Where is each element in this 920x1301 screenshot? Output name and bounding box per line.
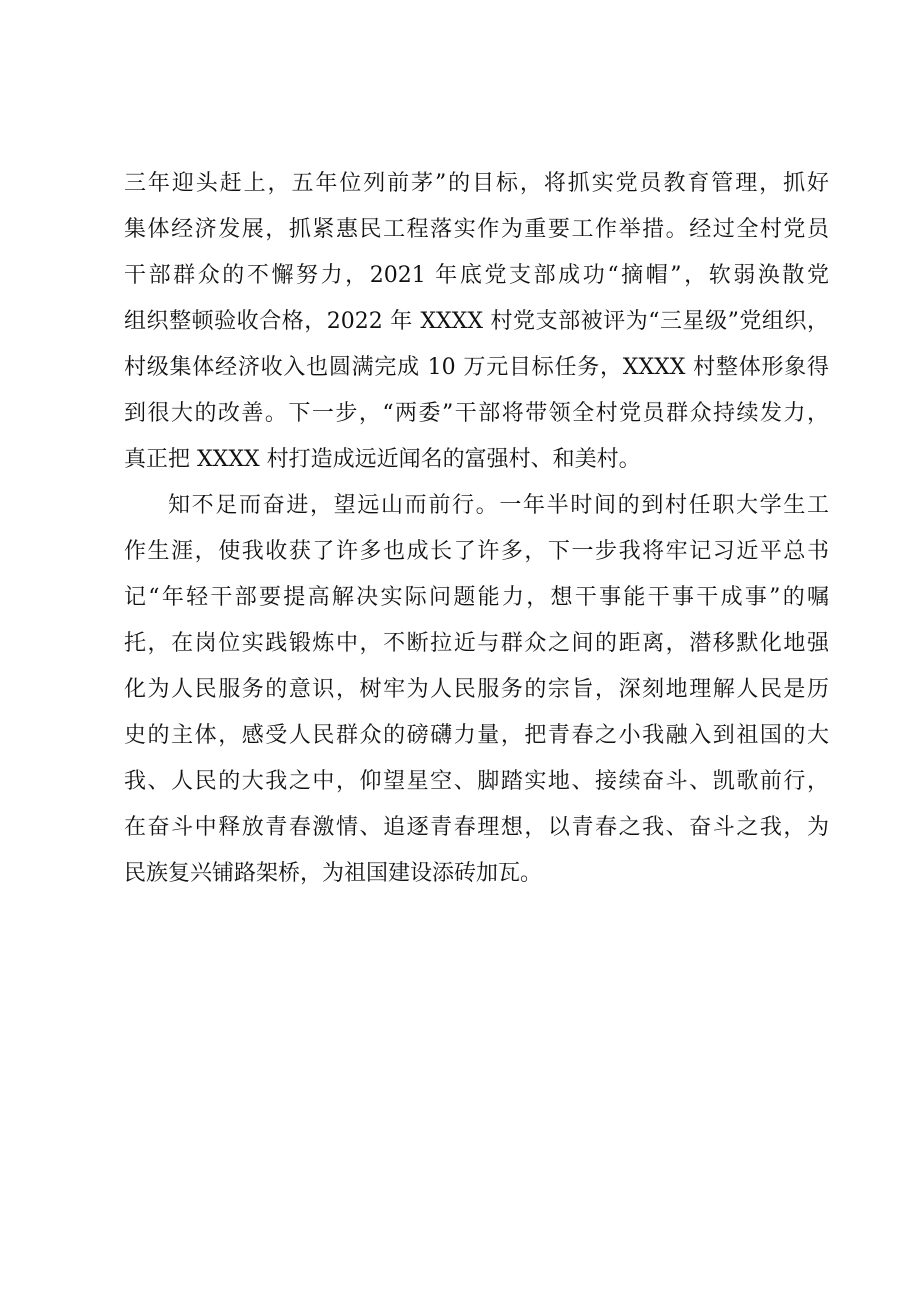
paragraph-1-line-3: 干部群众的不懈努力，2021 年底党支部成功“摘帽”，软弱涣散党 — [124, 263, 829, 288]
paragraph-2-line-2: 作生涯，使我收获了许多也成长了许多，下一步我将牢记习近平总书 — [124, 539, 829, 564]
paragraph-2-line-6: 史的主体，感受人民群众的磅礴力量，把青春之小我融入到祖国的大 — [124, 723, 829, 748]
paragraph-2-line-9: 民族复兴铺路架桥，为祖国建设添砖加瓦。 — [124, 861, 543, 886]
paragraph-2-line-3: 记“年轻干部要提高解决实际问题能力，想干事能干事干成事”的嘱 — [124, 585, 829, 610]
paragraph-2-line-7: 我、人民的大我之中，仰望星空、脚踏实地、接续奋斗、凯歌前行， — [124, 769, 829, 794]
paragraph-1-line-4: 组织整顿验收合格，2022 年 XXXX 村党支部被评为“三星级”党组织， — [124, 309, 829, 334]
paragraph-1-line-2: 集体经济发展，抓紧惠民工程落实作为重要工作举措。经过全村党员 — [124, 217, 829, 242]
paragraph-1-line-6: 到很大的改善。下一步，“两委”干部将带领全村党员群众持续发力， — [124, 401, 829, 426]
paragraph-1-line-7: 真正把 XXXX 村打造成远近闻名的富强村、和美村。 — [124, 447, 641, 472]
paragraph-2-line-4: 托，在岗位实践锻炼中，不断拉近与群众之间的距离，潜移默化地强 — [124, 631, 829, 656]
paragraph-1-line-5: 村级集体经济收入也圆满完成 10 万元目标任务，XXXX 村整体形象得 — [124, 355, 829, 380]
paragraph-1-line-1: 三年迎头赶上，五年位列前茅”的目标，将抓实党员教育管理，抓好 — [124, 171, 829, 196]
paragraph-2-line-5: 化为人民服务的意识，树牢为人民服务的宗旨，深刻地理解人民是历 — [124, 677, 829, 702]
paragraph-2-line-8: 在奋斗中释放青春激情、追逐青春理想，以青春之我、奋斗之我，为 — [124, 815, 829, 840]
paragraph-2-line-1: 知不足而奋进，望远山而前行。一年半时间的到村任职大学生工 — [168, 493, 829, 518]
